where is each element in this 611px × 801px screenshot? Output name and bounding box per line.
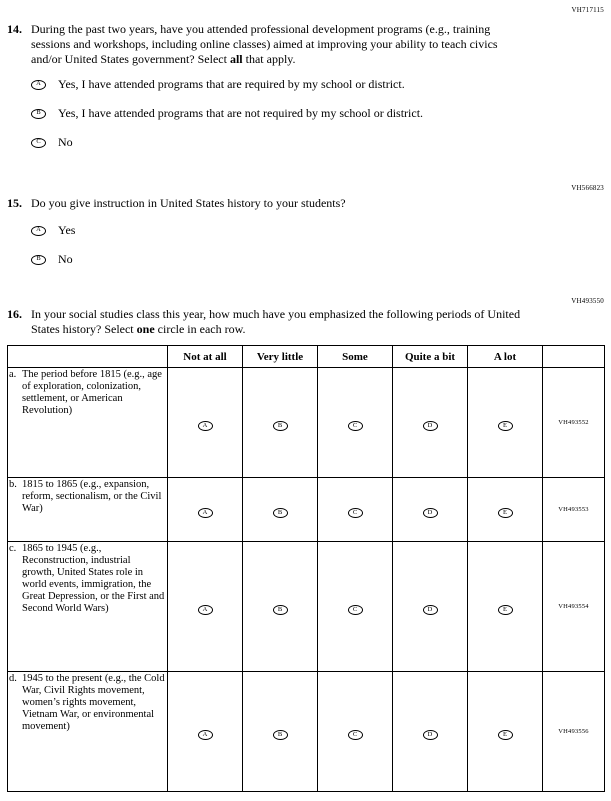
row-letter: b. — [9, 479, 17, 490]
answer-bubble-icon[interactable]: B — [273, 508, 288, 518]
row-code: VH493553 — [543, 478, 605, 542]
header-empty-cell — [8, 346, 168, 368]
column-header-quite-a-bit: Quite a bit — [393, 346, 468, 368]
answer-bubble-icon[interactable]: A — [198, 508, 213, 518]
answer-bubble-icon[interactable]: B — [273, 421, 288, 431]
header-code-cell — [543, 346, 605, 368]
q14-option-b[interactable] — [7, 106, 604, 121]
row-label-cell — [8, 478, 168, 542]
answer-bubble-icon[interactable]: B — [273, 730, 288, 740]
option-label: No — [58, 135, 73, 149]
question-14-text-post: that apply. — [242, 52, 296, 66]
answer-bubble-icon[interactable]: E — [498, 421, 513, 431]
bubble-cell[interactable] — [243, 542, 318, 672]
bubble-cell[interactable] — [393, 368, 468, 478]
question-14 — [7, 22, 604, 67]
column-header-very-little: Very little — [243, 346, 318, 368]
table-row-d — [8, 672, 605, 792]
row-label: 1945 to the present (e.g., the Cold War, Civil Rights movement, women’s rights movement, Vietnam War, or environmental movement) — [22, 673, 165, 732]
row-label: 1865 to 1945 (e.g., Reconstruction, industrial growth, United States role in world events, immigration, the Great Depression, or the First and Second World Wars) — [22, 543, 165, 614]
q14-option-c[interactable] — [7, 135, 604, 150]
bubble-cell[interactable] — [468, 368, 543, 478]
table-row-a — [8, 368, 605, 478]
question-14-options — [7, 77, 604, 150]
question-14-number: 14. — [7, 22, 22, 36]
answer-bubble-icon[interactable]: D — [423, 421, 438, 431]
question-16-number: 16. — [7, 307, 22, 321]
question-16-text-bold: one — [136, 322, 155, 336]
answer-bubble-icon[interactable]: E — [498, 605, 513, 615]
answer-bubble-icon[interactable]: E — [498, 508, 513, 518]
column-header-some: Some — [318, 346, 393, 368]
question-16-text-post: circle in each row. — [154, 322, 246, 336]
accession-code-q16: VH493550 — [571, 297, 604, 305]
answer-bubble-icon[interactable]: B — [273, 605, 288, 615]
option-label: Yes, I have attended programs that are required by my school or district. — [58, 77, 405, 91]
bubble-cell[interactable] — [393, 542, 468, 672]
option-label: Yes — [58, 223, 76, 237]
answer-bubble-icon[interactable]: B — [31, 255, 46, 265]
question-16-text — [31, 307, 531, 337]
row-label-cell — [8, 542, 168, 672]
row-label-cell — [8, 368, 168, 478]
row-label: The period before 1815 (e.g., age of exploration, colonization, settlement, or American Revolution) — [22, 369, 162, 416]
answer-bubble-icon[interactable]: A — [198, 605, 213, 615]
q15-option-yes[interactable] — [7, 223, 604, 238]
question-14-text-bold: all — [229, 52, 243, 66]
row-label-cell — [8, 672, 168, 792]
row-label: 1815 to 1865 (e.g., expansion, reform, sectionalism, or the Civil War) — [22, 479, 162, 514]
answer-bubble-icon[interactable]: C — [348, 421, 363, 431]
answer-bubble-icon[interactable]: A — [198, 730, 213, 740]
bubble-cell[interactable] — [168, 368, 243, 478]
answer-bubble-icon[interactable]: D — [423, 730, 438, 740]
bubble-cell[interactable] — [168, 478, 243, 542]
answer-bubble-icon[interactable]: C — [348, 508, 363, 518]
question-15 — [7, 196, 604, 211]
column-header-a-lot: A lot — [468, 346, 543, 368]
answer-bubble-icon[interactable]: A — [31, 80, 46, 90]
row-code: VH493556 — [543, 672, 605, 792]
question-15-number: 15. — [7, 196, 22, 210]
bubble-cell[interactable] — [468, 478, 543, 542]
bubble-cell[interactable] — [318, 542, 393, 672]
row-code: VH493552 — [543, 368, 605, 478]
answer-bubble-icon[interactable]: E — [498, 730, 513, 740]
bubble-cell[interactable] — [243, 478, 318, 542]
column-header-not-at-all: Not at all — [168, 346, 243, 368]
bubble-cell[interactable] — [168, 672, 243, 792]
q14-option-a[interactable] — [7, 77, 604, 92]
accession-code-top: VH717115 — [571, 6, 604, 14]
question-16-text-pre: In your social studies class this year, how much have you emphasized the following periods of United States history? Select — [31, 307, 521, 336]
answer-bubble-icon[interactable]: C — [31, 138, 46, 148]
bubble-cell[interactable] — [318, 672, 393, 792]
q16-matrix-table — [7, 345, 605, 792]
question-15-options — [7, 223, 604, 267]
bubble-cell[interactable] — [168, 542, 243, 672]
bubble-cell[interactable] — [393, 672, 468, 792]
answer-bubble-icon[interactable]: D — [423, 508, 438, 518]
bubble-cell[interactable] — [318, 478, 393, 542]
bubble-cell[interactable] — [243, 368, 318, 478]
answer-bubble-icon[interactable]: A — [198, 421, 213, 431]
row-letter: a. — [9, 369, 17, 380]
answer-bubble-icon[interactable]: D — [423, 605, 438, 615]
option-label: No — [58, 252, 73, 266]
option-label: Yes, I have attended programs that are not required by my school or district. — [58, 106, 424, 120]
bubble-cell[interactable] — [468, 542, 543, 672]
answer-bubble-icon[interactable]: B — [31, 109, 46, 119]
question-16 — [7, 307, 604, 337]
row-letter: d. — [9, 673, 17, 684]
answer-bubble-icon[interactable]: C — [348, 730, 363, 740]
answer-bubble-icon[interactable]: C — [348, 605, 363, 615]
bubble-cell[interactable] — [393, 478, 468, 542]
question-14-text-pre: During the past two years, have you attended professional development programs (e.g., training sessions and workshops, including online classes) aimed at improving your ability to teach civics and/or United States government? Select — [31, 22, 498, 66]
table-row-b — [8, 478, 605, 542]
q15-option-no[interactable] — [7, 252, 604, 267]
bubble-cell[interactable] — [243, 672, 318, 792]
question-14-text — [31, 22, 531, 67]
answer-bubble-icon[interactable]: A — [31, 226, 46, 236]
question-15-text: Do you give instruction in United States history to your students? — [31, 196, 346, 210]
row-letter: c. — [9, 543, 17, 554]
bubble-cell[interactable] — [318, 368, 393, 478]
bubble-cell[interactable] — [468, 672, 543, 792]
table-row-c — [8, 542, 605, 672]
row-code: VH493554 — [543, 542, 605, 672]
accession-code-q15: VH566823 — [571, 184, 604, 192]
table-header-row — [8, 346, 605, 368]
